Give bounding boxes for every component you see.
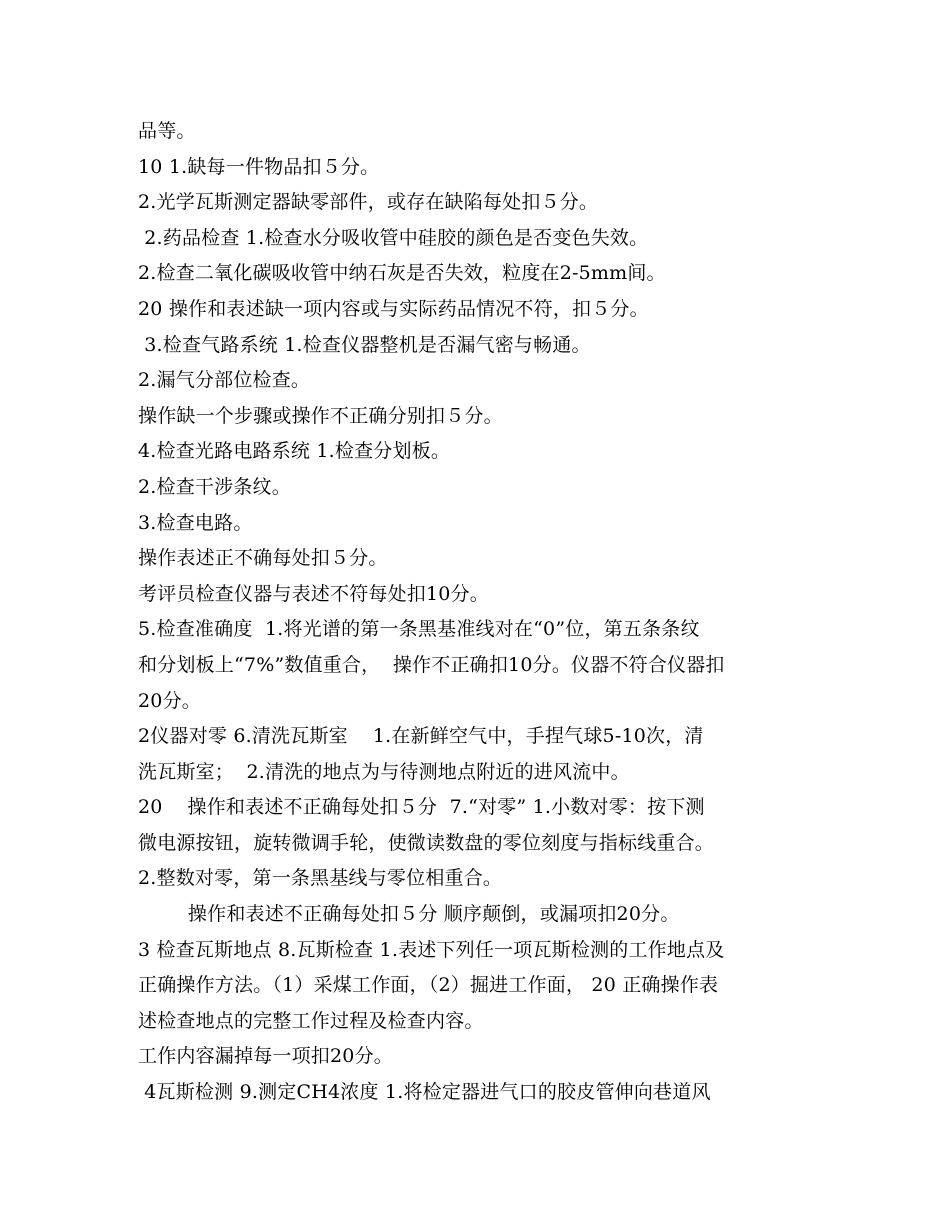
document-body <box>138 114 818 1111</box>
text-line: 操作缺一个步骤或操作不正确分别扣５分。 <box>138 404 503 427</box>
text-line: 微电源按钮，旋转微调手轮，使微读数盘的零位刻度与指标线重合。 <box>138 831 715 854</box>
text-line: 2.药品检查 1.检查水分吸收管中硅胶的颜色是否变色失效。 <box>138 226 649 249</box>
text-line: 4瓦斯检测 9.测定CH4浓度 1.将检定器进气口的胶皮管伸向巷道风 <box>138 1081 711 1104</box>
text-line: 考评员检查仪器与表述不符每处扣10分。 <box>138 582 489 605</box>
text-line: 20 操作和表述不正确每处扣５分 7.“对零” 1.小数对零：按下测 <box>138 796 705 819</box>
text-line: 操作和表述不正确每处扣５分 顺序颠倒，或漏项扣20分。 <box>138 903 680 926</box>
text-line: 2.漏气分部位检查。 <box>138 369 311 392</box>
text-line: 20分。 <box>138 689 201 712</box>
text-line: 工作内容漏掉每一项扣20分。 <box>138 1045 393 1068</box>
text-line: 2.检查二氧化碳吸收管中纳石灰是否失效，粒度在2-5mm间。 <box>138 262 666 285</box>
text-line: 20 操作和表述缺一项内容或与实际药品情况不符，扣５分。 <box>138 297 649 320</box>
text-line: 2仪器对零 6.清洗瓦斯室 1.在新鲜空气中，手捏气球5-10次，清 <box>138 725 704 748</box>
text-line: 品等。 <box>138 120 196 142</box>
text-line: 2.光学瓦斯测定器缺零部件，或存在缺陷每处扣５分。 <box>138 191 599 214</box>
text-line: 操作表述正不确每处扣５分。 <box>138 547 388 570</box>
text-line: 5.检查准确度 1.将光谱的第一条黑基准线对在“0”位，第五条条纹 <box>138 618 700 641</box>
text-line: 3 检查瓦斯地点 8.瓦斯检查 1.表述下列任一项瓦斯检测的工作地点及 <box>138 938 725 961</box>
text-line: 述检查地点的完整工作过程及检查内容。 <box>138 1009 484 1032</box>
text-line: 和分划板上“7%”数值重合， 操作不正确扣10分。仪器不符合仪器扣 <box>138 653 725 676</box>
text-line: 2.整数对零，第一条黑基线与零位相重合。 <box>138 867 503 890</box>
text-line: 2.检查干涉条纹。 <box>138 475 291 498</box>
text-line: 正确操作方法。（1）采煤工作面，（2）掘进工作面， 20 正确操作表 <box>138 974 719 997</box>
text-line: 3.检查电路。 <box>138 511 253 534</box>
text-line: 4.检查光路电路系统 1.检查分划板。 <box>138 440 451 463</box>
text-line: 10 1.缺每一件物品扣５分。 <box>138 155 380 178</box>
text-line: 洗瓦斯室； 2.清洗的地点为与待测地点附近的进风流中。 <box>138 760 630 783</box>
text-line: 3.检查气路系统 1.检查仪器整机是否漏气密与畅通。 <box>138 333 591 356</box>
